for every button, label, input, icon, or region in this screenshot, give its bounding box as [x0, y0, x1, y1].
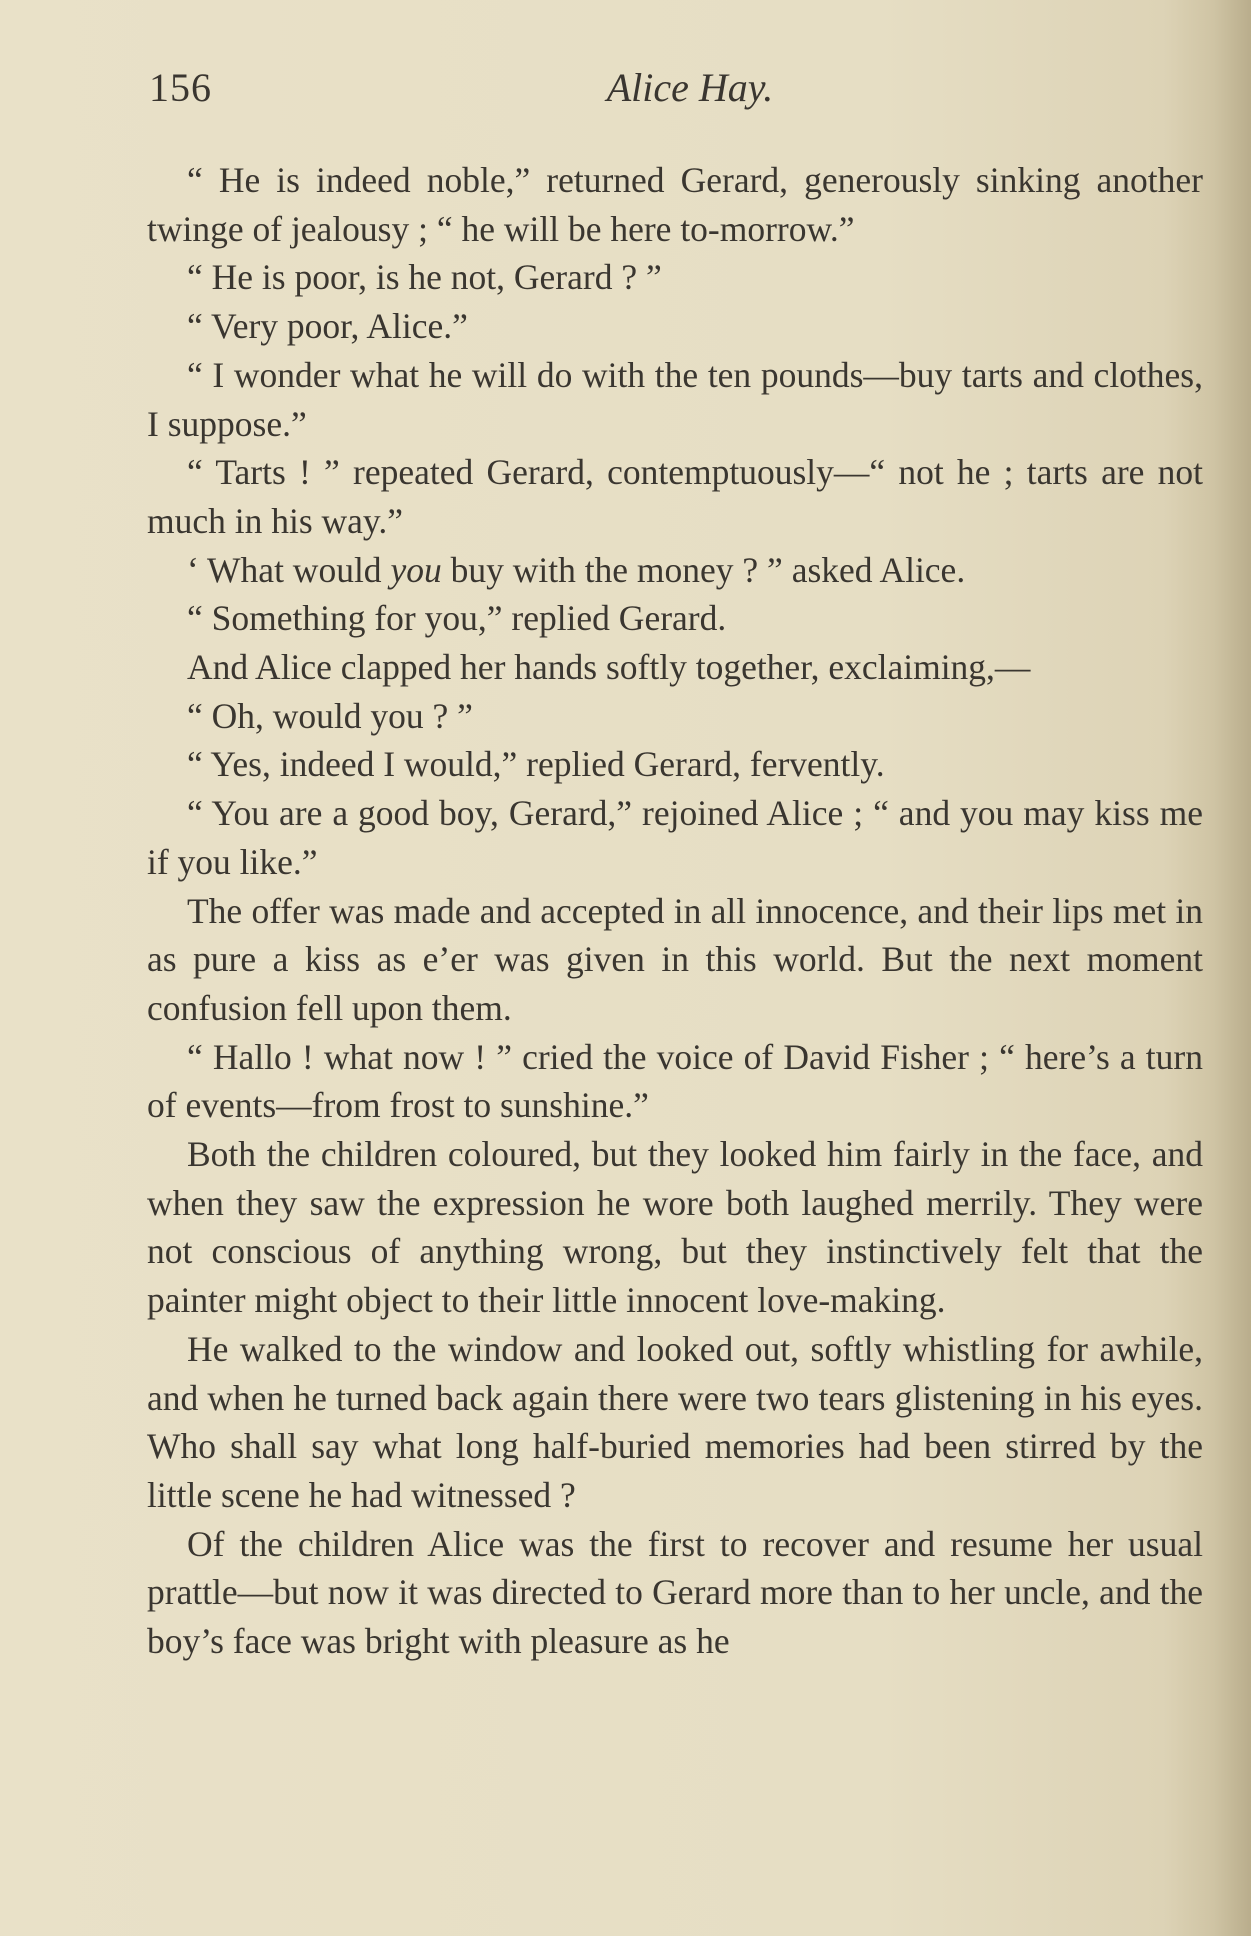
running-title: Alice Hay. — [606, 65, 774, 110]
paragraph: “ Hallo ! what now ! ” cried the voice of David Fisher ; “ here’s a turn of events—from frost to sunshine.” — [147, 1036, 1203, 1126]
paragraph-text: ‘ What would — [187, 549, 391, 590]
paragraph: Of the children Alice was the first to recover and resume her usual prattle—but now it was directed to Gerard more than to her uncle, and the boy’s face was bright with pleasure as he — [147, 1523, 1203, 1662]
paragraph: And Alice clapped her hands softly together, exclaiming,— — [187, 647, 1031, 688]
page-number: 156 — [149, 65, 212, 110]
paragraph: “ Oh, would you ? ” — [187, 695, 473, 736]
body-text — [147, 156, 1203, 1666]
paragraph: “ You are a good boy, Gerard,” rejoined Alice ; “ and you may kiss me if you like.” — [147, 793, 1203, 882]
paragraph: He walked to the window and looked out, softly whistling for awhile, and when he turned back again there were two tears glistening in his eyes. Who shall say what long half-buried memories had been stirred by the little scene he had witnessed ? — [147, 1328, 1203, 1515]
paragraph: Both the children coloured, but they looked him fairly in the face, and when they saw the expression he wore both laughed merrily. They were not conscious of anything wrong, but they instinctively felt that the painter might object to their little innocent love-making. — [147, 1134, 1203, 1321]
paragraph: “ He is poor, is he not, Gerard ? ” — [187, 257, 662, 298]
paragraph: “ Very poor, Alice.” — [187, 306, 468, 347]
paragraph: “ I wonder what he will do with the ten pounds—buy tarts and clothes, I suppose.” — [147, 354, 1203, 444]
paragraph: “ Yes, indeed I would,” replied Gerard, fervently. — [187, 744, 885, 785]
paragraph: The offer was made and accepted in all innocence, and their lips met in as pure a kiss as e’er was given in this world. But the next moment confusion fell upon them. — [147, 890, 1203, 1028]
emphasis-text: you — [390, 549, 442, 590]
paragraph: “ Something for you,” replied Gerard. — [187, 598, 727, 639]
paragraph — [147, 546, 1203, 595]
paragraph: “ He is indeed noble,” returned Gerard, generously sinking another twinge of jealousy ; “ he will be here to-morrow.” — [147, 160, 1203, 249]
page-header — [145, 64, 1205, 124]
paragraph-text: buy with the money ? ” asked Alice. — [441, 549, 966, 590]
paragraph: “ Tarts ! ” repeated Gerard, contemptuously—“ not he ; tarts are not much in his way.” — [147, 452, 1203, 541]
